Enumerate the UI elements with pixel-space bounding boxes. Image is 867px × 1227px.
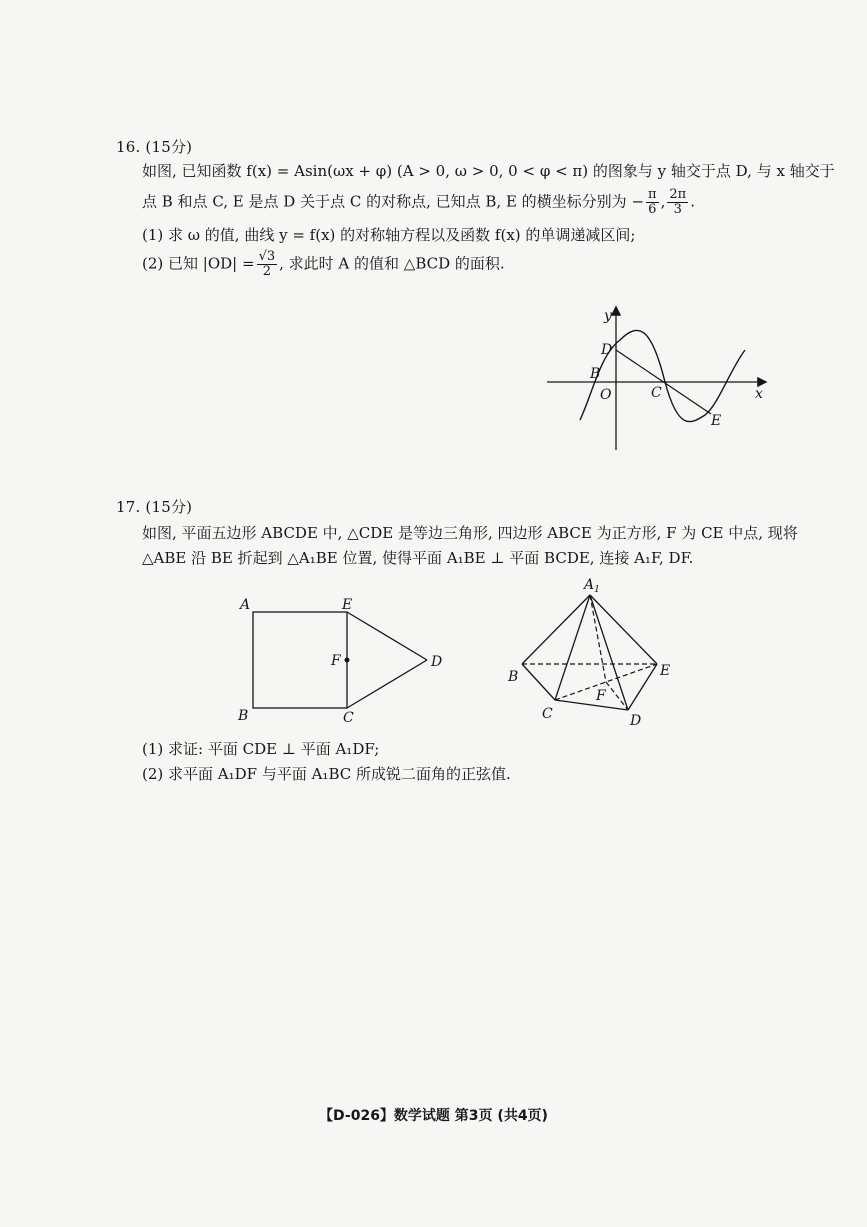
edge-A1E	[590, 595, 657, 664]
question-17-number: 17. (15分)	[116, 498, 193, 516]
frac-numerator: √3	[258, 249, 276, 264]
q17-pyramid-figure	[507, 577, 670, 729]
segment-FD-hidden	[606, 682, 628, 710]
edge-CD	[555, 700, 628, 710]
label-B: B	[590, 366, 601, 382]
q16-part-2-text-a: (2) 已知 |OD| =	[142, 254, 255, 273]
label-A1-subscript: 1	[594, 585, 600, 595]
label-B: B	[238, 708, 249, 724]
question-16-number: 16. (15分)	[116, 138, 193, 156]
edge-A1B	[522, 595, 590, 664]
frac-denominator: 2	[262, 264, 271, 279]
label-E: E	[711, 413, 722, 429]
segment-A1F-hidden	[590, 595, 606, 682]
edge-A1C	[555, 595, 590, 700]
frac-numerator: π	[648, 187, 657, 202]
label-F: F	[596, 688, 606, 704]
q17-intro-line-2: △ABE 沿 BE 折起到 △A₁BE 位置, 使得平面 A₁BE ⊥ 平面 BCDE, 连接 A₁F, DF.	[142, 549, 694, 567]
label-x-axis: x	[755, 386, 763, 402]
label-D: D	[431, 654, 443, 670]
q17-intro-line-1: 如图, 平面五边形 ABCDE 中, △CDE 是等边三角形, 四边形 ABCE 为正方形, F 为 CE 中点, 现将	[142, 524, 798, 542]
label-A: A	[240, 597, 251, 613]
label-D: D	[601, 342, 613, 358]
label-F: F	[331, 653, 341, 669]
point-F	[345, 658, 350, 663]
segment-CD	[347, 660, 427, 708]
edge-DE	[628, 664, 657, 710]
q17-pentagon-figure	[237, 597, 442, 726]
label-C: C	[343, 710, 354, 726]
label-E: E	[660, 663, 671, 679]
q16-part-1: (1) 求 ω 的值, 曲线 y = f(x) 的对称轴方程以及函数 f(x) 的单调递减区间;	[142, 226, 636, 244]
label-D: D	[630, 713, 642, 729]
label-C: C	[651, 385, 662, 401]
label-y-axis: y	[604, 308, 612, 324]
label-A1-letter: A	[584, 577, 595, 593]
frac-denominator: 6	[648, 202, 657, 217]
q16-part-2-text-b: , 求此时 A 的值和 △BCD 的面积.	[279, 254, 505, 273]
q16-intro-line-2-text: 点 B 和点 C, E 是点 D 关于点 C 的对称点, 已知点 B, E 的横坐标分别为 −	[142, 192, 645, 211]
q16-intro-line-2: 点 B 和点 C, E 是点 D 关于点 C 的对称点, 已知点 B, E 的横坐标分别为 − $\frac{\pi}{6}$ , $\frac{2\pi}{3}$ .	[142, 187, 695, 217]
q17-part-2: (2) 求平面 A₁DF 与平面 A₁BC 所成锐二面角的正弦值.	[142, 765, 511, 783]
label-E: E	[342, 597, 353, 613]
edge-BC	[522, 664, 555, 700]
page-footer: 【D-026】数学试题 第3页 (共4页)	[319, 1108, 548, 1124]
label-O: O	[600, 387, 612, 403]
q16-intro-line-1: 如图, 已知函数 f(x) = Asin(ωx + φ) (A > 0, ω > 0, 0 < φ < π) 的图象与 y 轴交于点 D, 与 x 轴交于	[142, 162, 835, 180]
frac-denominator: 3	[673, 202, 682, 217]
label-B: B	[508, 669, 519, 685]
label-A1	[582, 577, 600, 595]
frac-numerator: 2π	[669, 187, 687, 202]
q17-part-1: (1) 求证: 平面 CDE ⊥ 平面 A₁DF;	[142, 740, 380, 758]
segment-ED	[347, 612, 427, 660]
label-C: C	[542, 706, 553, 722]
